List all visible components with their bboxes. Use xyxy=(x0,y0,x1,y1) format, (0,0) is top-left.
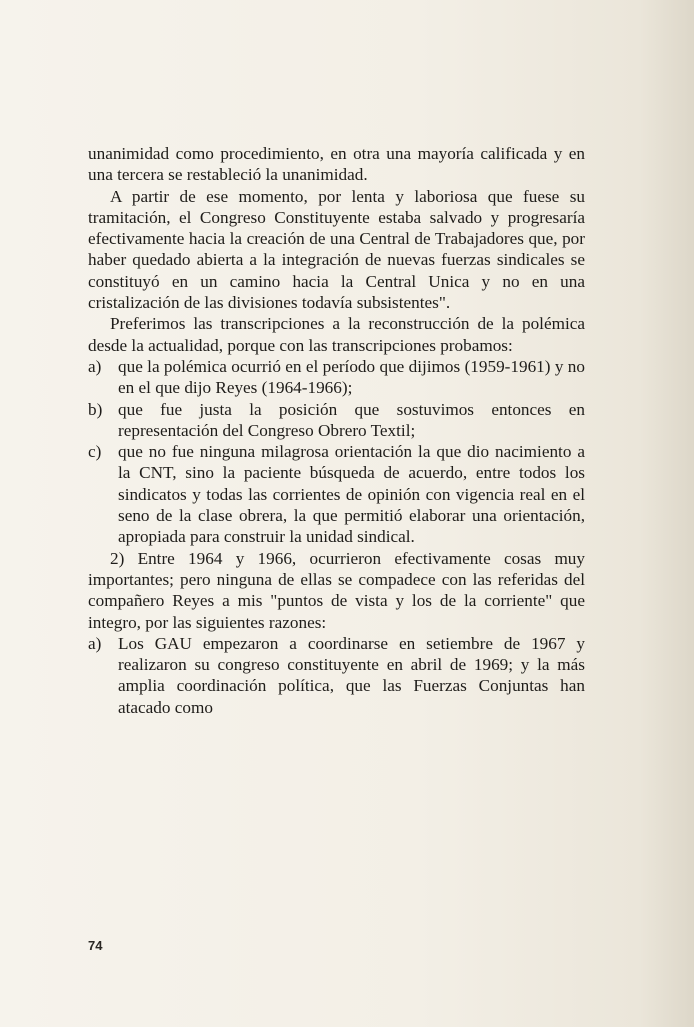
list-marker: a) xyxy=(88,356,102,376)
list-item-text: que la polémica ocurrió en el período que dijimos (1959-1961) y no en el que dijo Reyes (1964-1966); xyxy=(118,356,585,398)
paragraph: 2) Entre 1964 y 1966, ocurrieron efectivamente cosas muy importantes; pero ninguna de ellas se compadece con las referidas del compañero Reyes a mis "puntos de vista y los de la corriente" que integro, por las siguientes razones: xyxy=(88,548,585,632)
paragraph: unanimidad como procedimiento, en otra una mayoría calificada y en una tercera se restableció la unanimidad. xyxy=(88,144,585,185)
list-item xyxy=(88,399,585,442)
list-item xyxy=(88,633,585,718)
list-item-text: Los GAU empezaron a coordinarse en setiembre de 1967 y realizaron su congreso constituyente en abril de 1969; y la más amplia coordinación política, que las Fuerzas Conjuntas han atacado como xyxy=(118,633,585,717)
list-item-text: que no fue ninguna milagrosa orientación la que dio nacimiento a la CNT, sino la paciente búsqueda de acuerdo, entre todos los sindicatos y todas las corrientes de opinión con vigencia real en el seno de la clase obrera, la que permitió elaborar una orientación, apropiada para construir la unidad sindical. xyxy=(118,442,585,547)
paragraph: Preferimos las transcripciones a la reconstrucción de la polémica desde la actualidad, porque con las transcripciones probamos: xyxy=(88,314,585,355)
paragraph: A partir de ese momento, por lenta y laboriosa que fuese su tramitación, el Congreso Constituyente estaba salvado y progresaría efectivamente hacia la creación de una Central de Trabajadores que, por haber quedado abierta a la integración de nuevas fuerzas sindicales se constituyó en un camino hacia la Central Unica y no en una cristalización de las divisiones todavía subsistentes". xyxy=(88,186,585,313)
list-item xyxy=(88,356,585,399)
list-marker: b) xyxy=(88,399,103,419)
list-item xyxy=(88,441,585,547)
page-number: 74 xyxy=(88,938,103,953)
body-text xyxy=(88,143,585,718)
list-item-text: que fue justa la posición que sostuvimos entonces en representación del Congreso Obrero Textil; xyxy=(118,399,585,440)
list-marker: a) xyxy=(88,633,102,653)
list-marker: c) xyxy=(88,442,102,462)
